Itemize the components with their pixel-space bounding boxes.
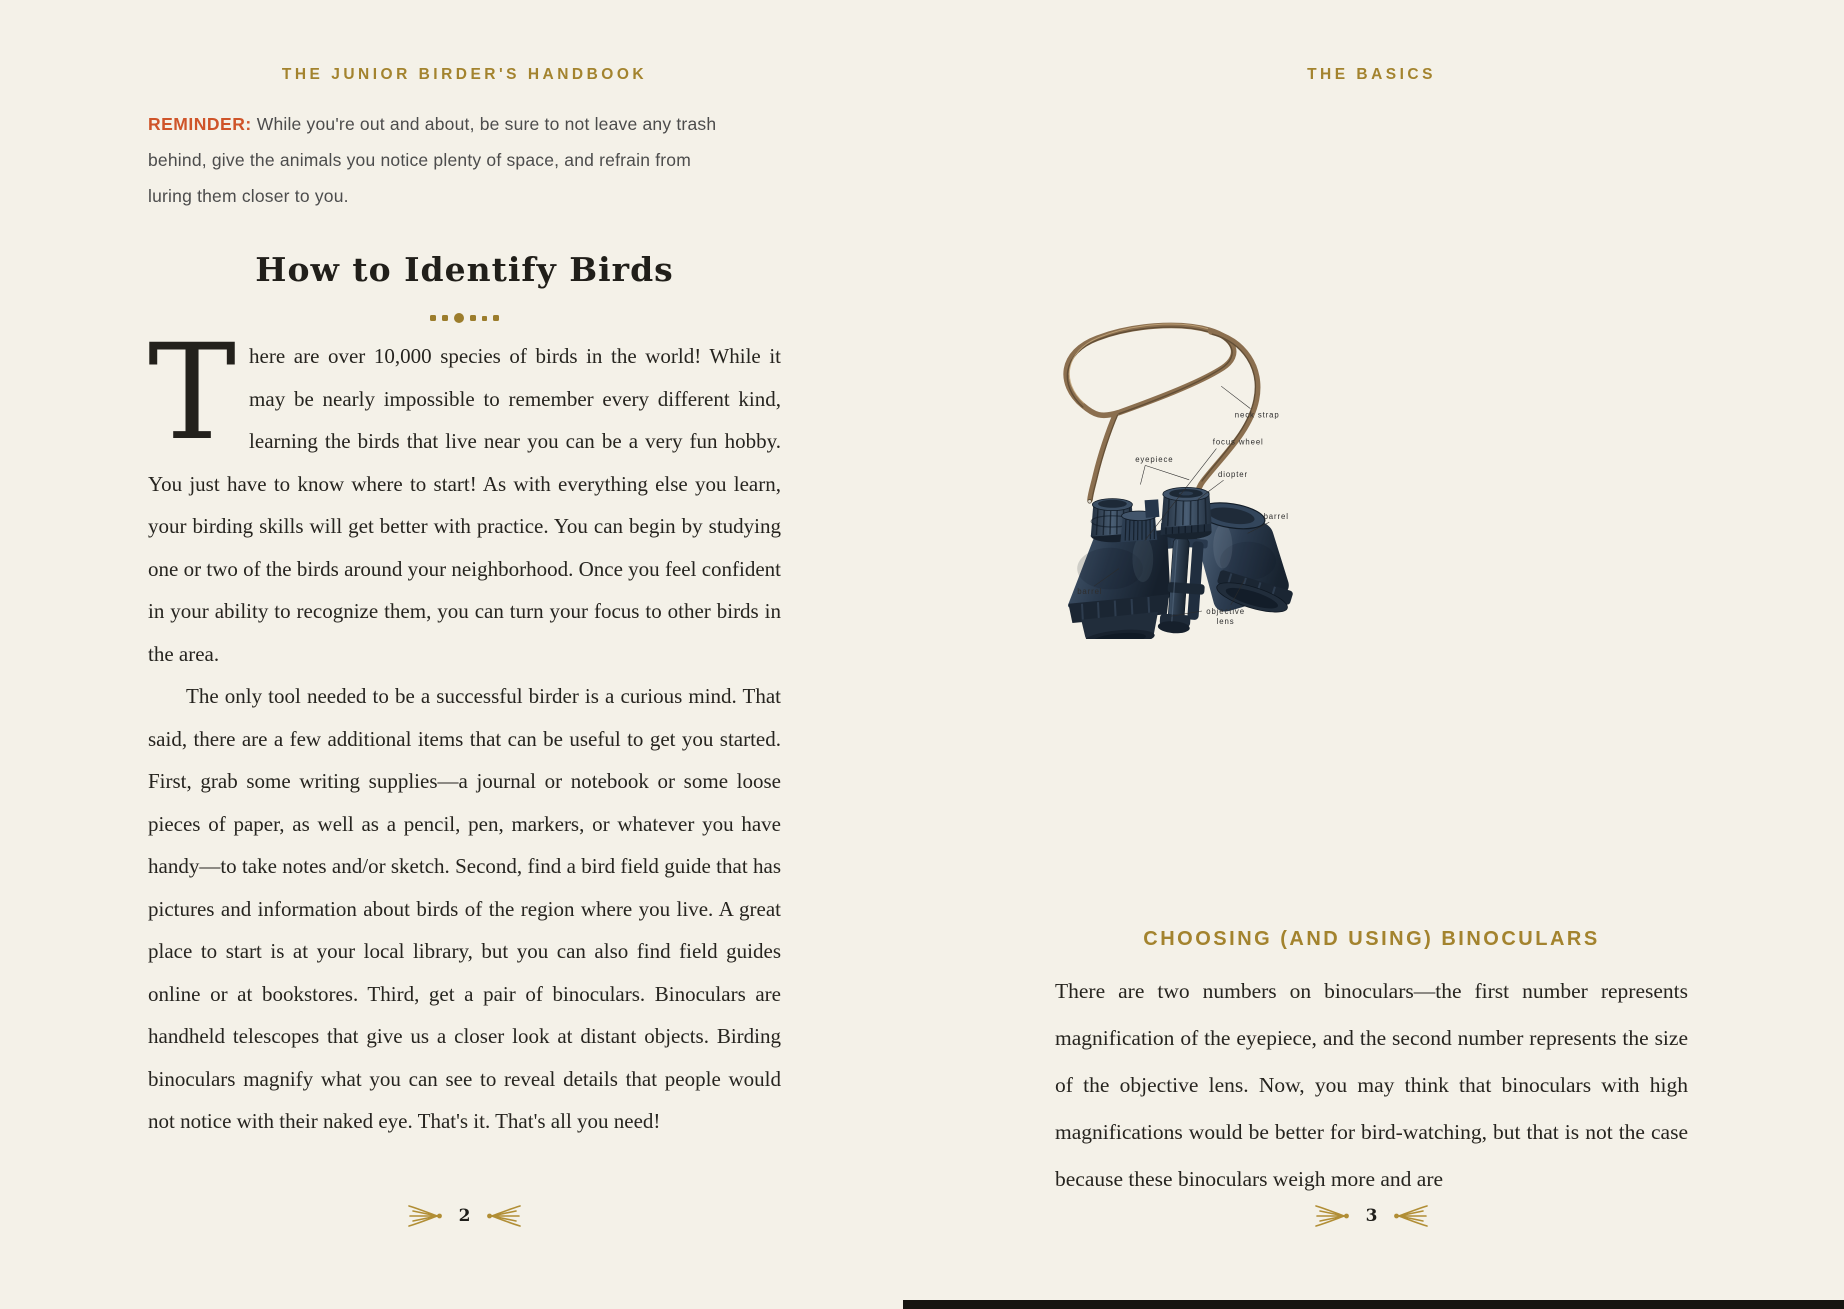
chapter-title: How to Identify Birds [255,250,674,289]
ornament-dot [454,313,464,323]
page-number: 3 [1365,1206,1378,1226]
right-folio [1055,1203,1688,1229]
binoculars-illustration [1050,90,1750,900]
label-barrel-right: barrel [1263,512,1289,521]
right-body-text: There are two numbers on binoculars—the first number represents magnification of the eyepiece, and the second number represents the size of the objective lens. Now, you may think that binoculars with high magnifications would be better for bird-watching, but that is not the case because these binoculars weigh more and are [1055,979,1688,1191]
paragraph-1 [148,316,781,675]
page-number: 2 [458,1206,471,1226]
left-running-head: THE JUNIOR BIRDER'S HANDBOOK [281,66,648,83]
ornament-dot [430,315,436,321]
ornament-dot [470,315,476,321]
paragraph-2: The only tool needed to be a successful birder is a curious mind. That said, there are a few additional items that can be useful to get you started. First, grab some writing supplies—a journal or notebook or some loose pieces of paper, as well as a pencil, pen, markers, or whatever you have handy—to take notes and/or sketch. Second, find a bird field guide that has pictures and information about birds of the region where you live. A great place to start is at your local library, but you can also find field guides online or at bookstores. Third, get a pair of binoculars. Binoculars are handheld telescopes that give us a closer look at distant objects. Birding binoculars magnify what you can see to reveal details that people would not notice with their naked eye. That's it. That's all you need! [148,684,781,1133]
reminder-note [148,106,728,214]
drop-cap: T [148,316,237,470]
section-heading: CHOOSING (AND USING) BINOCULARS [1143,928,1600,950]
folio-ornament-right-arrow [407,1203,447,1229]
label-focus-wheel: focus wheel [1212,437,1264,447]
ornament-dot [482,316,487,321]
folio-ornament-right-arrow [1314,1203,1354,1229]
photo-book-edge [903,1300,1844,1309]
ornament-dot [442,315,448,321]
label-barrel-left: barrel [1077,586,1103,596]
reminder-text: While you're out and about, be sure to not leave any trash behind, give the animals you notice plenty of space, and refrain from luring them closer to you. [148,114,717,206]
label-neck-strap: neck strap [1234,410,1280,420]
label-eyepiece: eyepiece [1135,455,1174,465]
ornament-dot [493,315,499,321]
folio-ornament-left-arrow [482,1203,522,1229]
left-body-text [148,316,781,1143]
left-folio [148,1203,781,1229]
label-objective-lens-line1: objective [1206,606,1245,616]
paragraph-1-text: here are over 10,000 species of birds in the world! While it may be nearly impossible to remember every different kind, learning the birds that live near you can be a very fun hobby. You just have to know where to start! As with everything else you learn, your birding skills will get better with practice. You can begin by studying one or two of the birds around your neighborhood. Once you feel confident in your ability to recognize them, you can turn your focus to other birds in the area. [148,344,781,666]
title-ornament [148,313,781,323]
label-objective-lens-line2: lens [1216,617,1235,627]
reminder-label: REMINDER: [148,114,252,134]
folio-ornament-left-arrow [1389,1203,1429,1229]
right-running-head: THE BASICS [1307,66,1436,83]
label-diopter: diopter [1218,470,1248,479]
